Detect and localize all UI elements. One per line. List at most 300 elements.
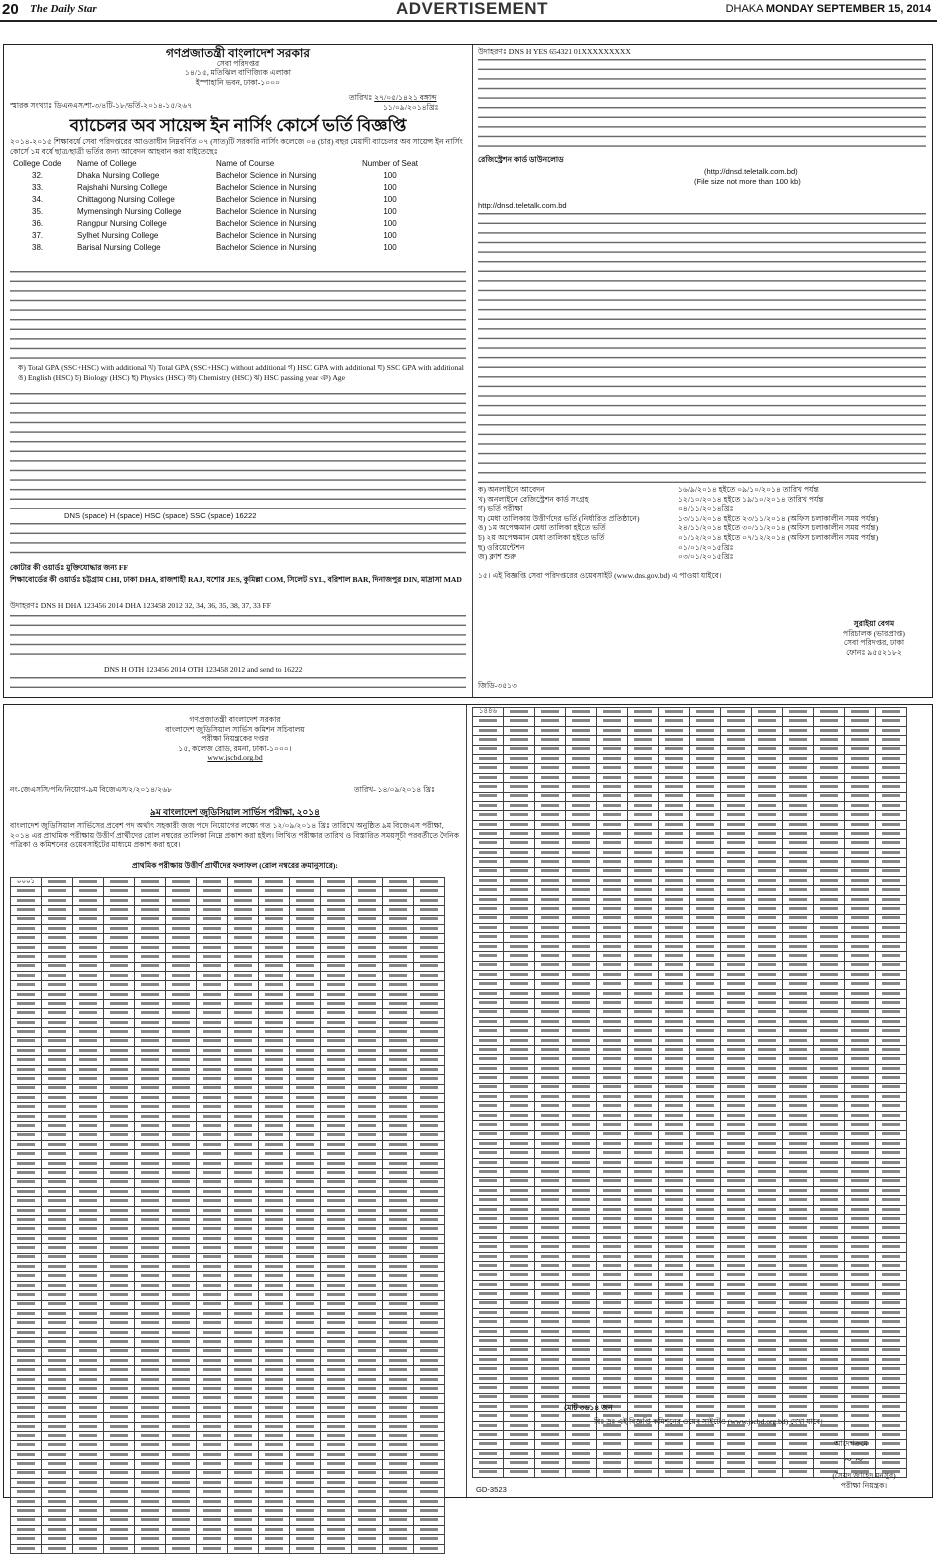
roll-cell [690,1196,721,1205]
roll-row [11,1432,445,1441]
roll-cell [876,1224,907,1233]
roll-cell [259,1000,290,1009]
roll-cell [11,1347,42,1356]
roll-cell [42,1460,73,1469]
roll-cell [321,1291,352,1300]
roll-cell [504,708,535,717]
roll-cell [535,1224,566,1233]
roll-cell [197,924,228,933]
roll-cell [290,1497,321,1506]
roll-cell [597,1243,628,1252]
roll-cell [104,1009,135,1018]
roll-cell [752,905,783,914]
roll-cell [690,1346,721,1355]
roll-cell [321,1000,352,1009]
roll-cell [752,970,783,979]
table-row: 35. Mymensingh Nursing College Bachelor Science in Nursing 100 [32,207,397,216]
roll-cell [290,1263,321,1272]
roll-cell [845,1186,876,1195]
roll-cell [566,1393,597,1402]
roll-cell [321,1244,352,1253]
roll-cell [197,1000,228,1009]
roll-cell [290,1394,321,1403]
roll-cell [690,1158,721,1167]
roll-cell [73,1169,104,1178]
roll-cell [11,1385,42,1394]
roll-row [11,1525,445,1534]
roll-cell [352,1140,383,1149]
roll-cell [42,1093,73,1102]
roll-cell [597,1449,628,1458]
roll-cell [814,1177,845,1186]
roll-cell [135,1535,166,1544]
roll-cell [659,848,690,857]
roll-cell [321,1422,352,1431]
roll-cell [504,1449,535,1458]
roll-cell [504,1318,535,1327]
roll-cell [42,981,73,990]
roll-cell [876,961,907,970]
roll-cell [135,1206,166,1215]
roll-cell [414,1497,445,1506]
roll-cell [628,1346,659,1355]
roll-cell [690,1459,721,1468]
roll-cell [290,1328,321,1337]
roll-row [473,1365,907,1374]
roll-cell [814,970,845,979]
roll-cell [597,736,628,745]
roll-row [473,989,907,998]
roll-cell [752,708,783,717]
roll-cell [290,1479,321,1488]
roll-cell [845,783,876,792]
roll-cell [42,1413,73,1422]
roll-cell [783,1215,814,1224]
roll-cell [783,792,814,801]
roll-cell [228,962,259,971]
roll-cell [845,1384,876,1393]
roll-cell [228,1300,259,1309]
roll-cell [628,1205,659,1214]
roll-cell [566,792,597,801]
roll-cell [659,820,690,829]
roll-cell [352,1225,383,1234]
page-number: 20 [2,1,19,18]
roll-cell [166,1122,197,1131]
roll-cell [383,1525,414,1534]
roll-cell [42,971,73,980]
roll-cell [11,1525,42,1534]
roll-row [11,1544,445,1553]
roll-cell [73,1507,104,1516]
roll-cell [352,1103,383,1112]
roll-cell [228,1535,259,1544]
roll-cell [104,1169,135,1178]
roll-cell [566,1412,597,1421]
roll-cell [659,1468,690,1477]
roll-cell [104,943,135,952]
roll-cell [597,933,628,942]
roll-cell [659,1130,690,1139]
roll-cell [504,858,535,867]
roll-cell [659,1158,690,1167]
roll-cell [228,878,259,887]
roll-cell [659,783,690,792]
roll-cell [752,1393,783,1402]
roll-cell [414,1488,445,1497]
roll-cell [659,764,690,773]
roll-cell [752,914,783,923]
roll-cell [783,914,814,923]
roll-cell [628,1309,659,1318]
roll-cell [628,1468,659,1477]
roll-cell [659,1346,690,1355]
roll-cell [504,914,535,923]
roll-row [11,1093,445,1102]
roll-cell [659,773,690,782]
roll-row [11,1065,445,1074]
roll-cell [383,1403,414,1412]
roll-cell [414,1375,445,1384]
roll-cell [473,820,504,829]
roll-cell [473,1149,504,1158]
roll-cell [383,1131,414,1140]
roll-cell [414,1432,445,1441]
roll-cell [259,1525,290,1534]
roll-row [11,1281,445,1290]
roll-cell [783,1158,814,1167]
board-keywords: শিক্ষাবোর্ডের কী ওয়ার্ডঃ চট্টগ্রাম CHI, ঢাকা DHA, রাজশাহী RAJ, যশোর JES, কুমিল্লা COM, সিলেট SYL, বরিশাল BAR, দিনাজপুর DIN, মাদ্রাসা MAD [10,575,462,584]
roll-cell [197,1216,228,1225]
roll-cell [321,934,352,943]
roll-row [473,1299,907,1308]
roll-cell [814,1055,845,1064]
roll-cell [166,1263,197,1272]
roll-cell [721,1036,752,1045]
roll-cell [290,896,321,905]
roll-cell [383,1413,414,1422]
roll-cell [135,1450,166,1459]
roll-cell [228,1009,259,1018]
roll-cell [783,877,814,886]
roll-cell [566,764,597,773]
roll-row [11,1460,445,1469]
roll-cell [566,1309,597,1318]
roll-cell [721,1252,752,1261]
roll-cell [814,914,845,923]
roll-cell [42,887,73,896]
roll-cell [597,745,628,754]
roll-cell [414,1413,445,1422]
roll-cell [197,1356,228,1365]
roll-cell [321,1385,352,1394]
roll-cell [473,801,504,810]
roll-row [11,1197,445,1206]
office-name: পরীক্ষা নিয়ন্ত্রকের দপ্তর [201,734,269,744]
roll-cell [845,726,876,735]
roll-cell [783,923,814,932]
roll-cell [135,1328,166,1337]
roll-cell [383,1375,414,1384]
roll-cell [504,1158,535,1167]
roll-cell [845,914,876,923]
roll-cell [473,999,504,1008]
roll-cell [197,943,228,952]
roll-cell [104,1103,135,1112]
roll-cell [383,1047,414,1056]
roll-cell [876,1318,907,1327]
roll-cell [814,839,845,848]
roll-cell [73,1150,104,1159]
roll-row [473,783,907,792]
roll-cell [73,1122,104,1131]
roll-cell [535,961,566,970]
roll-cell [321,1216,352,1225]
roll-cell [414,1018,445,1027]
roll-cell [690,923,721,932]
roll-cell [752,1224,783,1233]
roll-cell [690,1393,721,1402]
office-address: ১৫, কলেজ রোড, রমনা, ঢাকা-১০০০। [178,743,292,753]
roll-cell [166,1009,197,1018]
roll-cell [504,792,535,801]
roll-cell [628,877,659,886]
roll-cell [383,1187,414,1196]
roll-cell [166,1488,197,1497]
roll-cell [11,1169,42,1178]
roll-cell [504,1036,535,1045]
roll-cell [597,764,628,773]
signer-name: (সৈয়দ জাহেদ মনসুর) [832,1471,896,1480]
roll-cell [73,1488,104,1497]
roll-cell [721,1196,752,1205]
roll-cell [690,1168,721,1177]
roll-cell [845,1421,876,1430]
roll-cell [321,953,352,962]
roll-cell [259,1507,290,1516]
roll-cell [814,783,845,792]
roll-cell [259,1103,290,1112]
roll-cell [845,1346,876,1355]
roll-cell [259,1009,290,1018]
roll-cell [352,896,383,905]
roll-cell [42,1319,73,1328]
roll-cell [814,1158,845,1167]
roll-cell [166,1309,197,1318]
roll-cell [166,1328,197,1337]
roll-cell [352,1516,383,1525]
roll-cell [535,1196,566,1205]
roll-cell [290,1131,321,1140]
roll-cell [104,971,135,980]
roll-cell [876,1017,907,1026]
roll-cell [566,1384,597,1393]
roll-cell [783,1337,814,1346]
roll-cell [721,1346,752,1355]
roll-cell [259,981,290,990]
roll-cell [321,1009,352,1018]
roll-cell [845,1064,876,1073]
roll-cell [42,1525,73,1534]
roll-cell [383,1065,414,1074]
roll-cell [752,1177,783,1186]
roll-cell [352,1394,383,1403]
roll-cell [414,1084,445,1093]
roll-cell [752,839,783,848]
roll-cell [783,1093,814,1102]
roll-cell [876,783,907,792]
roll-cell [11,1122,42,1131]
roll-cell [228,1244,259,1253]
roll-cell [383,1347,414,1356]
roll-cell [628,839,659,848]
roll-cell [659,886,690,895]
roll-cell [690,1064,721,1073]
roll-cell [473,1318,504,1327]
roll-cell [690,1102,721,1111]
roll-cell [473,1355,504,1364]
roll-cell [597,989,628,998]
roll-cell [473,1402,504,1411]
roll-cell [259,887,290,896]
schedule-row: জ) ক্লাশ শুরু ০৩/০১/২০১৫খ্রিঃ [478,552,734,562]
roll-cell [42,1131,73,1140]
roll-cell [42,1169,73,1178]
roll-cell [752,1186,783,1195]
roll-cell [535,773,566,782]
roll-cell [659,1055,690,1064]
roll-cell [11,1065,42,1074]
roll-cell [383,1394,414,1403]
roll-cell [290,1375,321,1384]
roll-grid-right [472,707,907,1478]
roll-cell [504,820,535,829]
roll-cell [290,1319,321,1328]
roll-cell [628,1215,659,1224]
roll-cell [321,1075,352,1084]
roll-cell [104,1065,135,1074]
roll-cell [845,848,876,857]
roll-cell [628,1393,659,1402]
result-title: প্রাথমিক পরীক্ষায় উত্তীর্ণ প্রার্থীদের ফলাফল (রোল নম্বরের ক্রমানুসারে): [132,861,338,870]
college-table [10,158,433,254]
roll-cell [628,754,659,763]
roll-cell [135,1497,166,1506]
roll-cell [504,1384,535,1393]
roll-cell [104,906,135,915]
roll-cell [166,1516,197,1525]
roll-cell [414,962,445,971]
roll-cell [597,1224,628,1233]
roll-cell [535,839,566,848]
roll-cell [228,1093,259,1102]
roll-cell [352,1047,383,1056]
roll-cell [259,1281,290,1290]
roll-cell [11,1216,42,1225]
roll-cell [504,1008,535,1017]
roll-cell: ১৪৪৬ [473,708,504,717]
roll-cell [504,1233,535,1242]
roll-cell [721,1064,752,1073]
roll-cell [73,1056,104,1065]
roll-row [473,961,907,970]
roll-cell [659,1093,690,1102]
roll-cell [535,848,566,857]
roll-cell [259,1300,290,1309]
roll-cell [166,1084,197,1093]
govt-name: গণপ্রজাতন্ত্রী বাংলাদেশ সরকার [189,715,281,724]
roll-cell [197,1122,228,1131]
roll-cell [42,1516,73,1525]
roll-cell [42,924,73,933]
roll-cell [566,1102,597,1111]
roll-cell [197,1441,228,1450]
roll-cell [135,906,166,915]
roll-cell [504,1393,535,1402]
roll-cell [876,726,907,735]
roll-cell [42,1432,73,1441]
roll-cell [73,1347,104,1356]
roll-cell [321,1328,352,1337]
roll-cell [535,1083,566,1092]
roll-cell [876,1008,907,1017]
roll-cell [504,736,535,745]
roll-cell [535,1262,566,1271]
roll-cell [166,1234,197,1243]
roll-cell [783,801,814,810]
roll-cell [814,980,845,989]
roll-cell [845,1365,876,1374]
roll-cell [383,1159,414,1168]
roll-cell [290,1244,321,1253]
roll-cell [321,1403,352,1412]
roll-row [473,1449,907,1458]
section-title: ADVERTISEMENT [396,0,548,18]
roll-cell [42,1225,73,1234]
roll-cell [690,1083,721,1092]
roll-cell [690,1215,721,1224]
roll-cell [876,1121,907,1130]
roll-cell [690,1402,721,1411]
roll-cell [659,1440,690,1449]
roll-cell [566,811,597,820]
roll-cell [814,1243,845,1252]
roll-cell [166,1479,197,1488]
roll-cell [135,1234,166,1243]
roll-cell [814,1196,845,1205]
roll-cell [352,1450,383,1459]
roll-cell [104,1112,135,1121]
roll-cell [814,1046,845,1055]
roll-cell [690,1449,721,1458]
roll-cell [135,1488,166,1497]
roll-cell [783,1384,814,1393]
roll-cell [104,1075,135,1084]
roll-cell [11,981,42,990]
roll-cell [845,933,876,942]
roll-cell [166,1469,197,1478]
roll-cell [876,811,907,820]
roll-cell [597,783,628,792]
roll-cell [473,1262,504,1271]
roll-cell [504,1102,535,1111]
roll-cell [504,1055,535,1064]
roll-cell [473,1074,504,1083]
roll-cell [628,1365,659,1374]
roll-cell [73,1497,104,1506]
roll-cell [42,1187,73,1196]
roll-cell [414,1000,445,1009]
